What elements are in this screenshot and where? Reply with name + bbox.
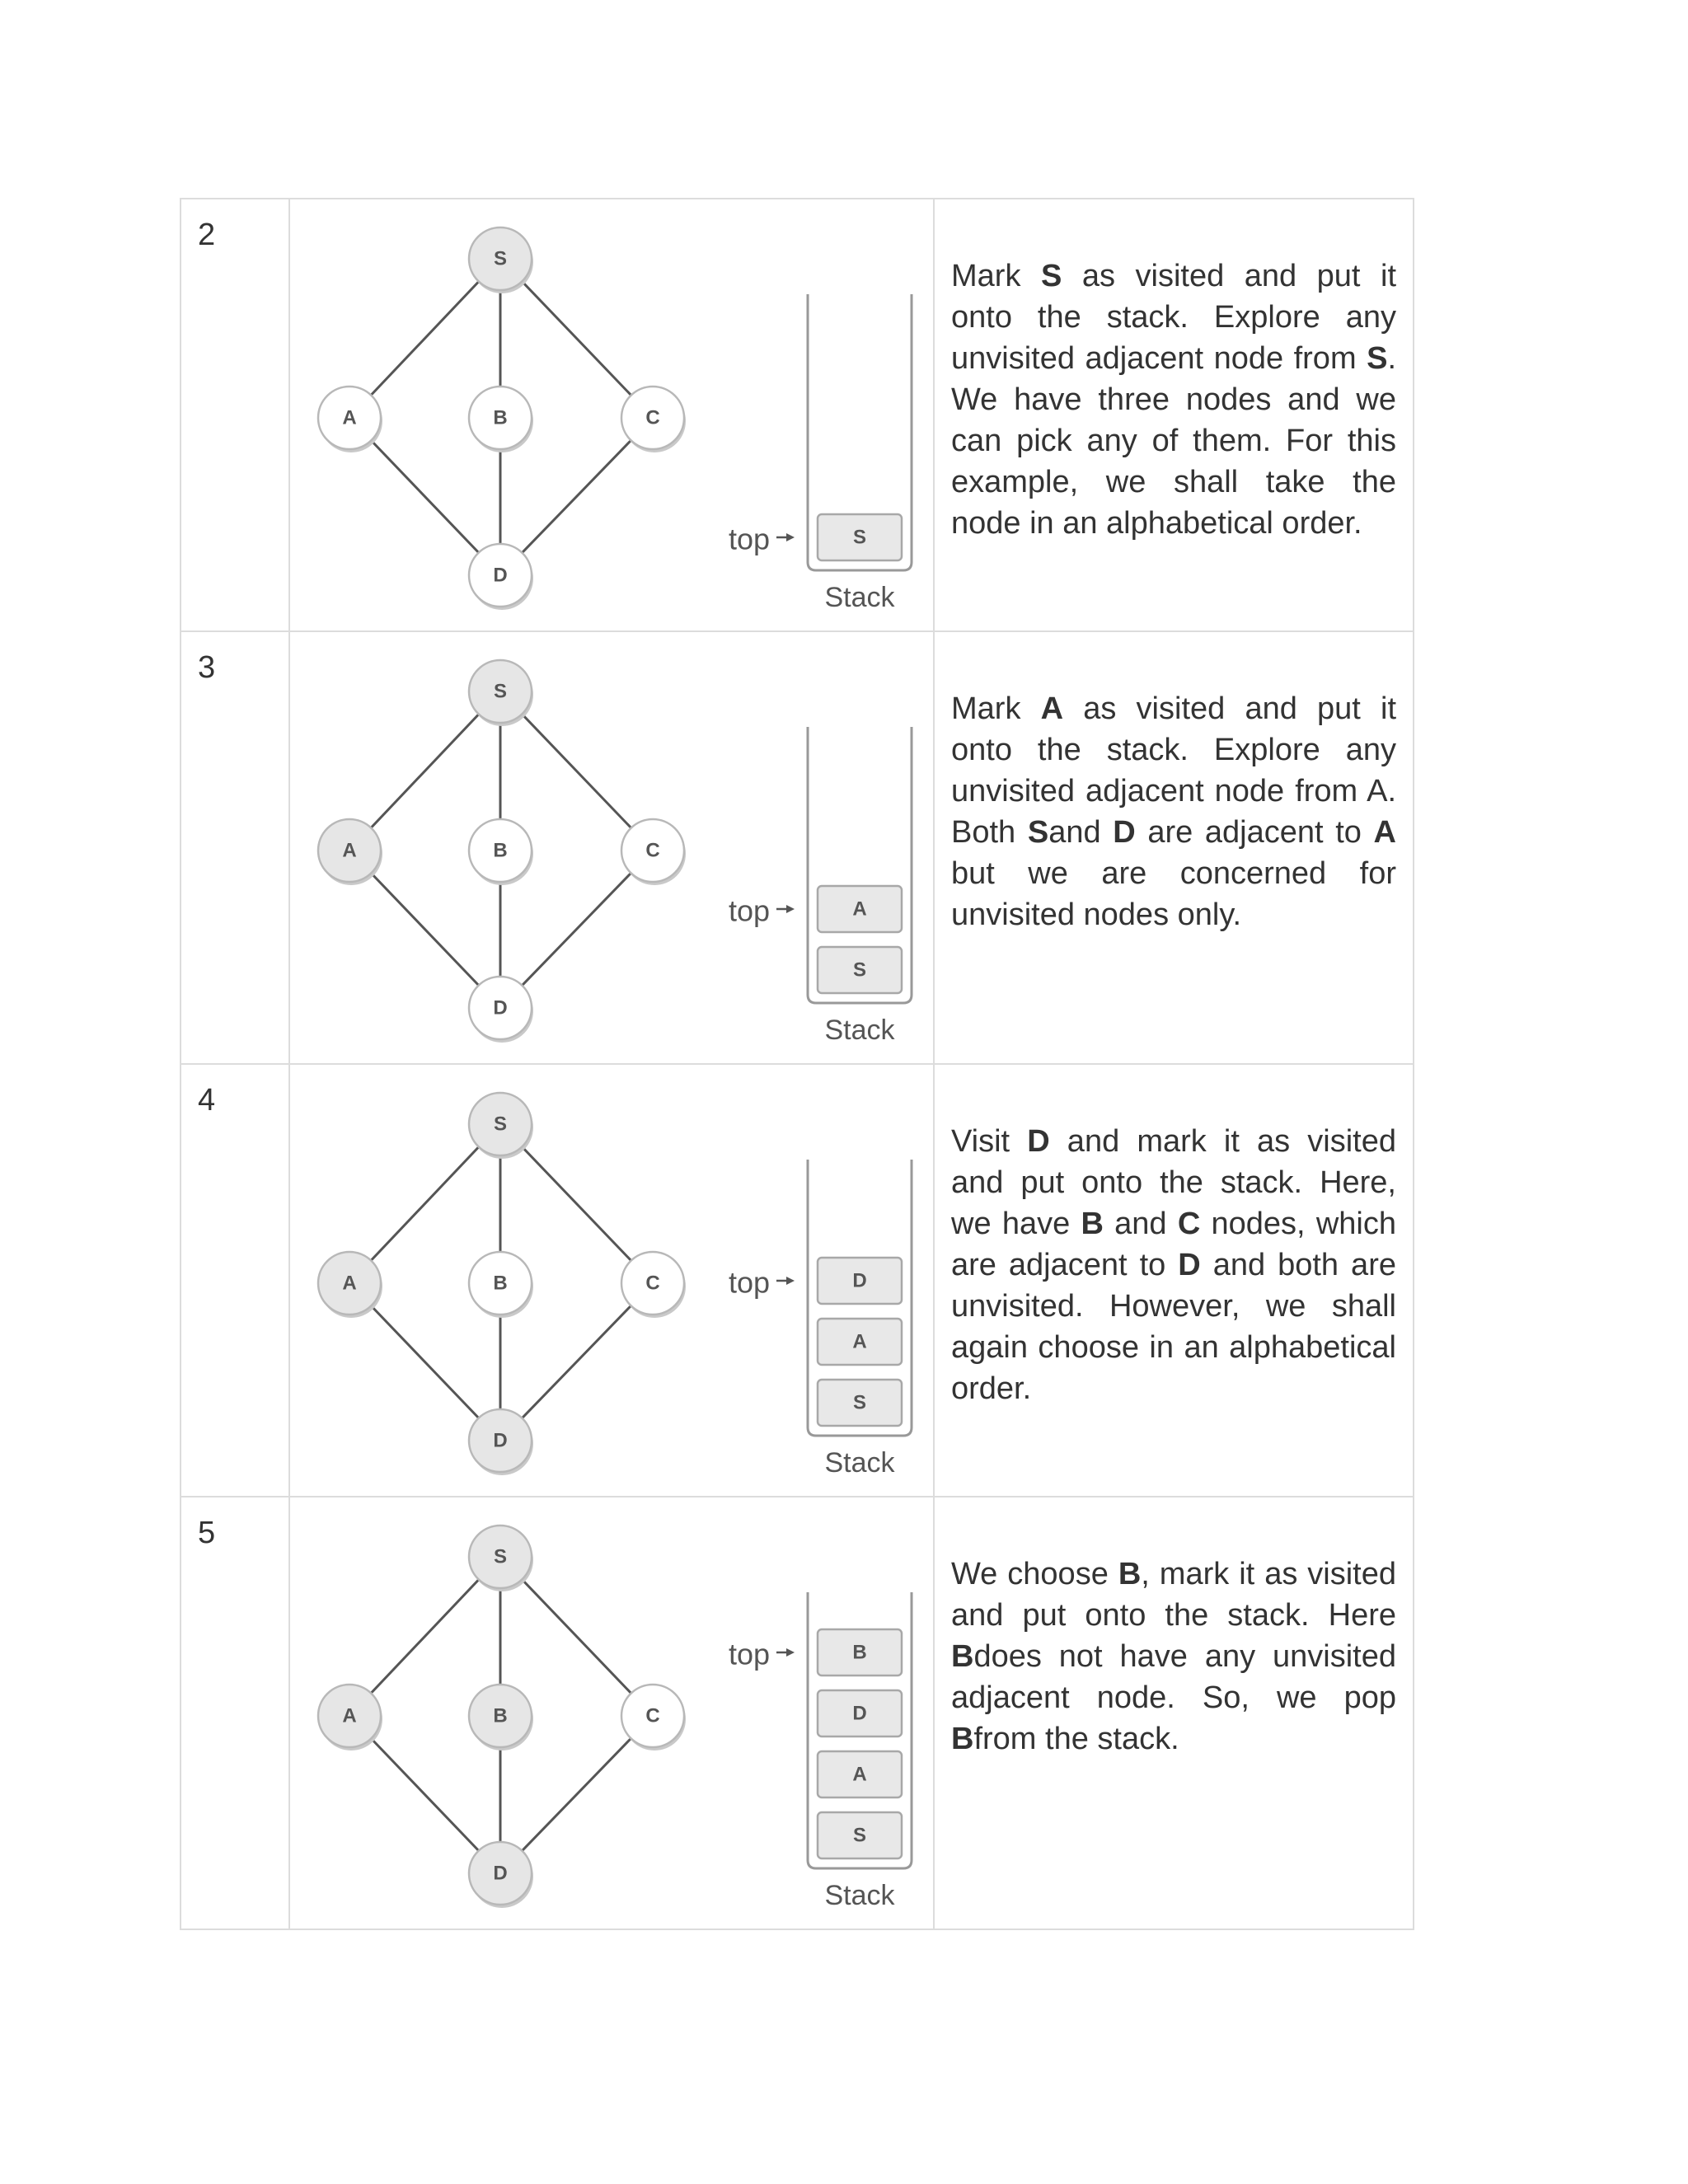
node-label: D — [493, 1862, 508, 1885]
description-text: from the stack. — [973, 1722, 1179, 1756]
description-emphasis: B — [951, 1722, 974, 1756]
graph-node-a — [318, 1252, 382, 1318]
description-text: and both are unvisited. However, we shall again choose in an alphabetical order. — [951, 1248, 1396, 1406]
dfs-figure — [290, 1497, 933, 1929]
node-label: S — [493, 1545, 508, 1568]
node-label: S — [493, 1113, 508, 1136]
description-text: nodes, which are adjacent to — [951, 1207, 1396, 1282]
step-description — [951, 1121, 1396, 1409]
description-emphasis: A — [1373, 815, 1396, 850]
top-pointer-label: top — [729, 893, 771, 928]
description-text: as visited and put it onto the stack. Explore any unvisited adjacent node from A. Both — [951, 691, 1397, 850]
dfs-figure — [290, 1065, 933, 1496]
description-emphasis: D — [1027, 1124, 1050, 1159]
description-text: are adjacent to — [1135, 815, 1374, 850]
graph-node-c — [621, 387, 686, 452]
graph-node-c — [621, 819, 686, 885]
node-label: A — [342, 1704, 357, 1727]
step-figure-cell — [289, 631, 934, 1064]
step-description-cell — [934, 199, 1414, 631]
node-label: B — [493, 1272, 508, 1295]
description-text: and — [1103, 1207, 1178, 1241]
graph-node-b — [469, 387, 533, 452]
stack-item — [818, 514, 902, 560]
node-label: C — [645, 406, 660, 429]
stack-item — [818, 1690, 902, 1736]
node-label: C — [645, 1704, 660, 1727]
stack-item — [818, 1751, 902, 1797]
step-description-cell — [934, 1064, 1414, 1497]
step-number: 5 — [198, 1516, 216, 1550]
step-number: 3 — [198, 650, 216, 685]
stack-box-label: D — [852, 1702, 867, 1725]
stack-caption: Stack — [824, 1880, 895, 1911]
description-emphasis: S — [1367, 341, 1388, 376]
graph-node-s — [469, 227, 533, 293]
stack-item — [818, 886, 902, 932]
description-text: Visit — [951, 1124, 1028, 1159]
step-number-cell — [181, 631, 289, 1064]
node-label: A — [342, 1272, 357, 1295]
graph-node-d — [469, 1409, 533, 1475]
node-label: A — [342, 406, 357, 429]
graph-node-b — [469, 819, 533, 885]
step-row — [181, 631, 1414, 1064]
description-text: , mark it as visited and put onto the stack. Here — [951, 1557, 1397, 1633]
top-pointer-label: top — [729, 1265, 771, 1300]
description-text: does not have any unvisited adjacent node. So, we pop — [951, 1639, 1396, 1715]
step-description — [951, 688, 1396, 935]
step-description — [951, 255, 1396, 544]
node-label: S — [493, 680, 508, 703]
arrow-right-icon — [786, 1648, 795, 1657]
stack-caption: Stack — [824, 1447, 895, 1479]
step-row — [181, 1064, 1414, 1497]
step-number-cell — [181, 1064, 289, 1497]
graph-node-d — [469, 544, 533, 610]
description-text: and mark it as visited and put onto the stack. Here, we have — [951, 1124, 1396, 1241]
description-text: Mark — [951, 691, 1041, 726]
graph-node-s — [469, 660, 533, 726]
step-number: 4 — [198, 1083, 216, 1118]
stack-item — [818, 1258, 902, 1304]
step-number-cell — [181, 1497, 289, 1929]
node-label: B — [493, 406, 508, 429]
step-description-cell — [934, 631, 1414, 1064]
description-text: We choose — [951, 1557, 1118, 1591]
graph-node-a — [318, 1685, 382, 1750]
dfs-figure — [290, 632, 933, 1063]
description-emphasis: A — [1040, 691, 1064, 726]
description-text: but we are concerned for unvisited nodes only. — [951, 856, 1396, 932]
arrow-right-icon — [786, 533, 795, 541]
graph-node-b — [469, 1685, 533, 1750]
node-label: D — [493, 1429, 508, 1452]
arrow-right-icon — [786, 1277, 795, 1285]
description-text: Mark — [951, 259, 1041, 293]
dfs-figure — [290, 199, 933, 630]
description-emphasis: D — [1113, 815, 1136, 850]
stack-item — [818, 1812, 902, 1858]
graph-edge-S-A — [349, 259, 500, 418]
node-label: D — [493, 996, 508, 1019]
graph-node-s — [469, 1093, 533, 1159]
node-label: D — [493, 564, 508, 587]
stack-box-label: A — [852, 898, 867, 921]
arrow-right-icon — [786, 905, 795, 913]
node-label: C — [645, 839, 660, 862]
step-figure-cell — [289, 1497, 934, 1929]
stack-caption: Stack — [824, 582, 895, 613]
node-label: C — [645, 1272, 660, 1295]
step-number-cell — [181, 199, 289, 631]
stack-box-label: A — [852, 1330, 867, 1353]
description-emphasis: S — [1027, 815, 1049, 850]
stack-box-label: D — [852, 1269, 867, 1292]
step-description — [951, 1554, 1396, 1760]
graph-node-d — [469, 977, 533, 1043]
graph-edge-S-A — [349, 1557, 500, 1716]
stack-box-label: B — [852, 1641, 867, 1664]
node-label: B — [493, 839, 508, 862]
stack-item — [818, 1319, 902, 1365]
step-row — [181, 1497, 1414, 1929]
description-emphasis: C — [1177, 1207, 1201, 1241]
graph-node-d — [469, 1842, 533, 1908]
graph-edge-S-A — [349, 691, 500, 851]
graph-node-a — [318, 387, 382, 452]
stack-box-label: S — [852, 526, 867, 549]
graph-edge-S-A — [349, 1124, 500, 1283]
steps-body — [181, 199, 1414, 1929]
node-label: A — [342, 839, 357, 862]
stack-caption: Stack — [824, 1015, 895, 1046]
stack-box-label: S — [852, 958, 867, 982]
graph-node-b — [469, 1252, 533, 1318]
stack-box-label: A — [852, 1763, 867, 1786]
description-emphasis: B — [951, 1639, 974, 1674]
node-label: B — [493, 1704, 508, 1727]
description-emphasis: B — [1081, 1207, 1104, 1241]
description-text: . We have three nodes and we can pick any of them. For this example, we shall take the node in an alphabetical order. — [951, 341, 1396, 541]
graph-node-c — [621, 1685, 686, 1750]
step-figure-cell — [289, 199, 934, 631]
top-pointer-label: top — [729, 522, 771, 556]
description-text: and — [1048, 815, 1114, 850]
top-pointer-label: top — [729, 1637, 771, 1671]
graph-node-c — [621, 1252, 686, 1318]
step-row — [181, 199, 1414, 631]
stack-item — [818, 947, 902, 993]
description-emphasis: D — [1178, 1248, 1201, 1282]
node-label: S — [493, 247, 508, 270]
stack-box-label: S — [852, 1391, 867, 1414]
description-emphasis: B — [1118, 1557, 1142, 1591]
step-number: 2 — [198, 218, 216, 252]
stack-box-label: S — [852, 1824, 867, 1847]
description-emphasis: S — [1040, 259, 1062, 293]
description-text: as visited and put it onto the stack. Explore any unvisited adjacent node from — [951, 259, 1397, 376]
graph-node-a — [318, 819, 382, 885]
step-figure-cell — [289, 1064, 934, 1497]
stack-item — [818, 1629, 902, 1675]
stack-item — [818, 1380, 902, 1426]
graph-node-s — [469, 1526, 533, 1591]
step-description-cell — [934, 1497, 1414, 1929]
dfs-steps-table — [180, 198, 1414, 1930]
